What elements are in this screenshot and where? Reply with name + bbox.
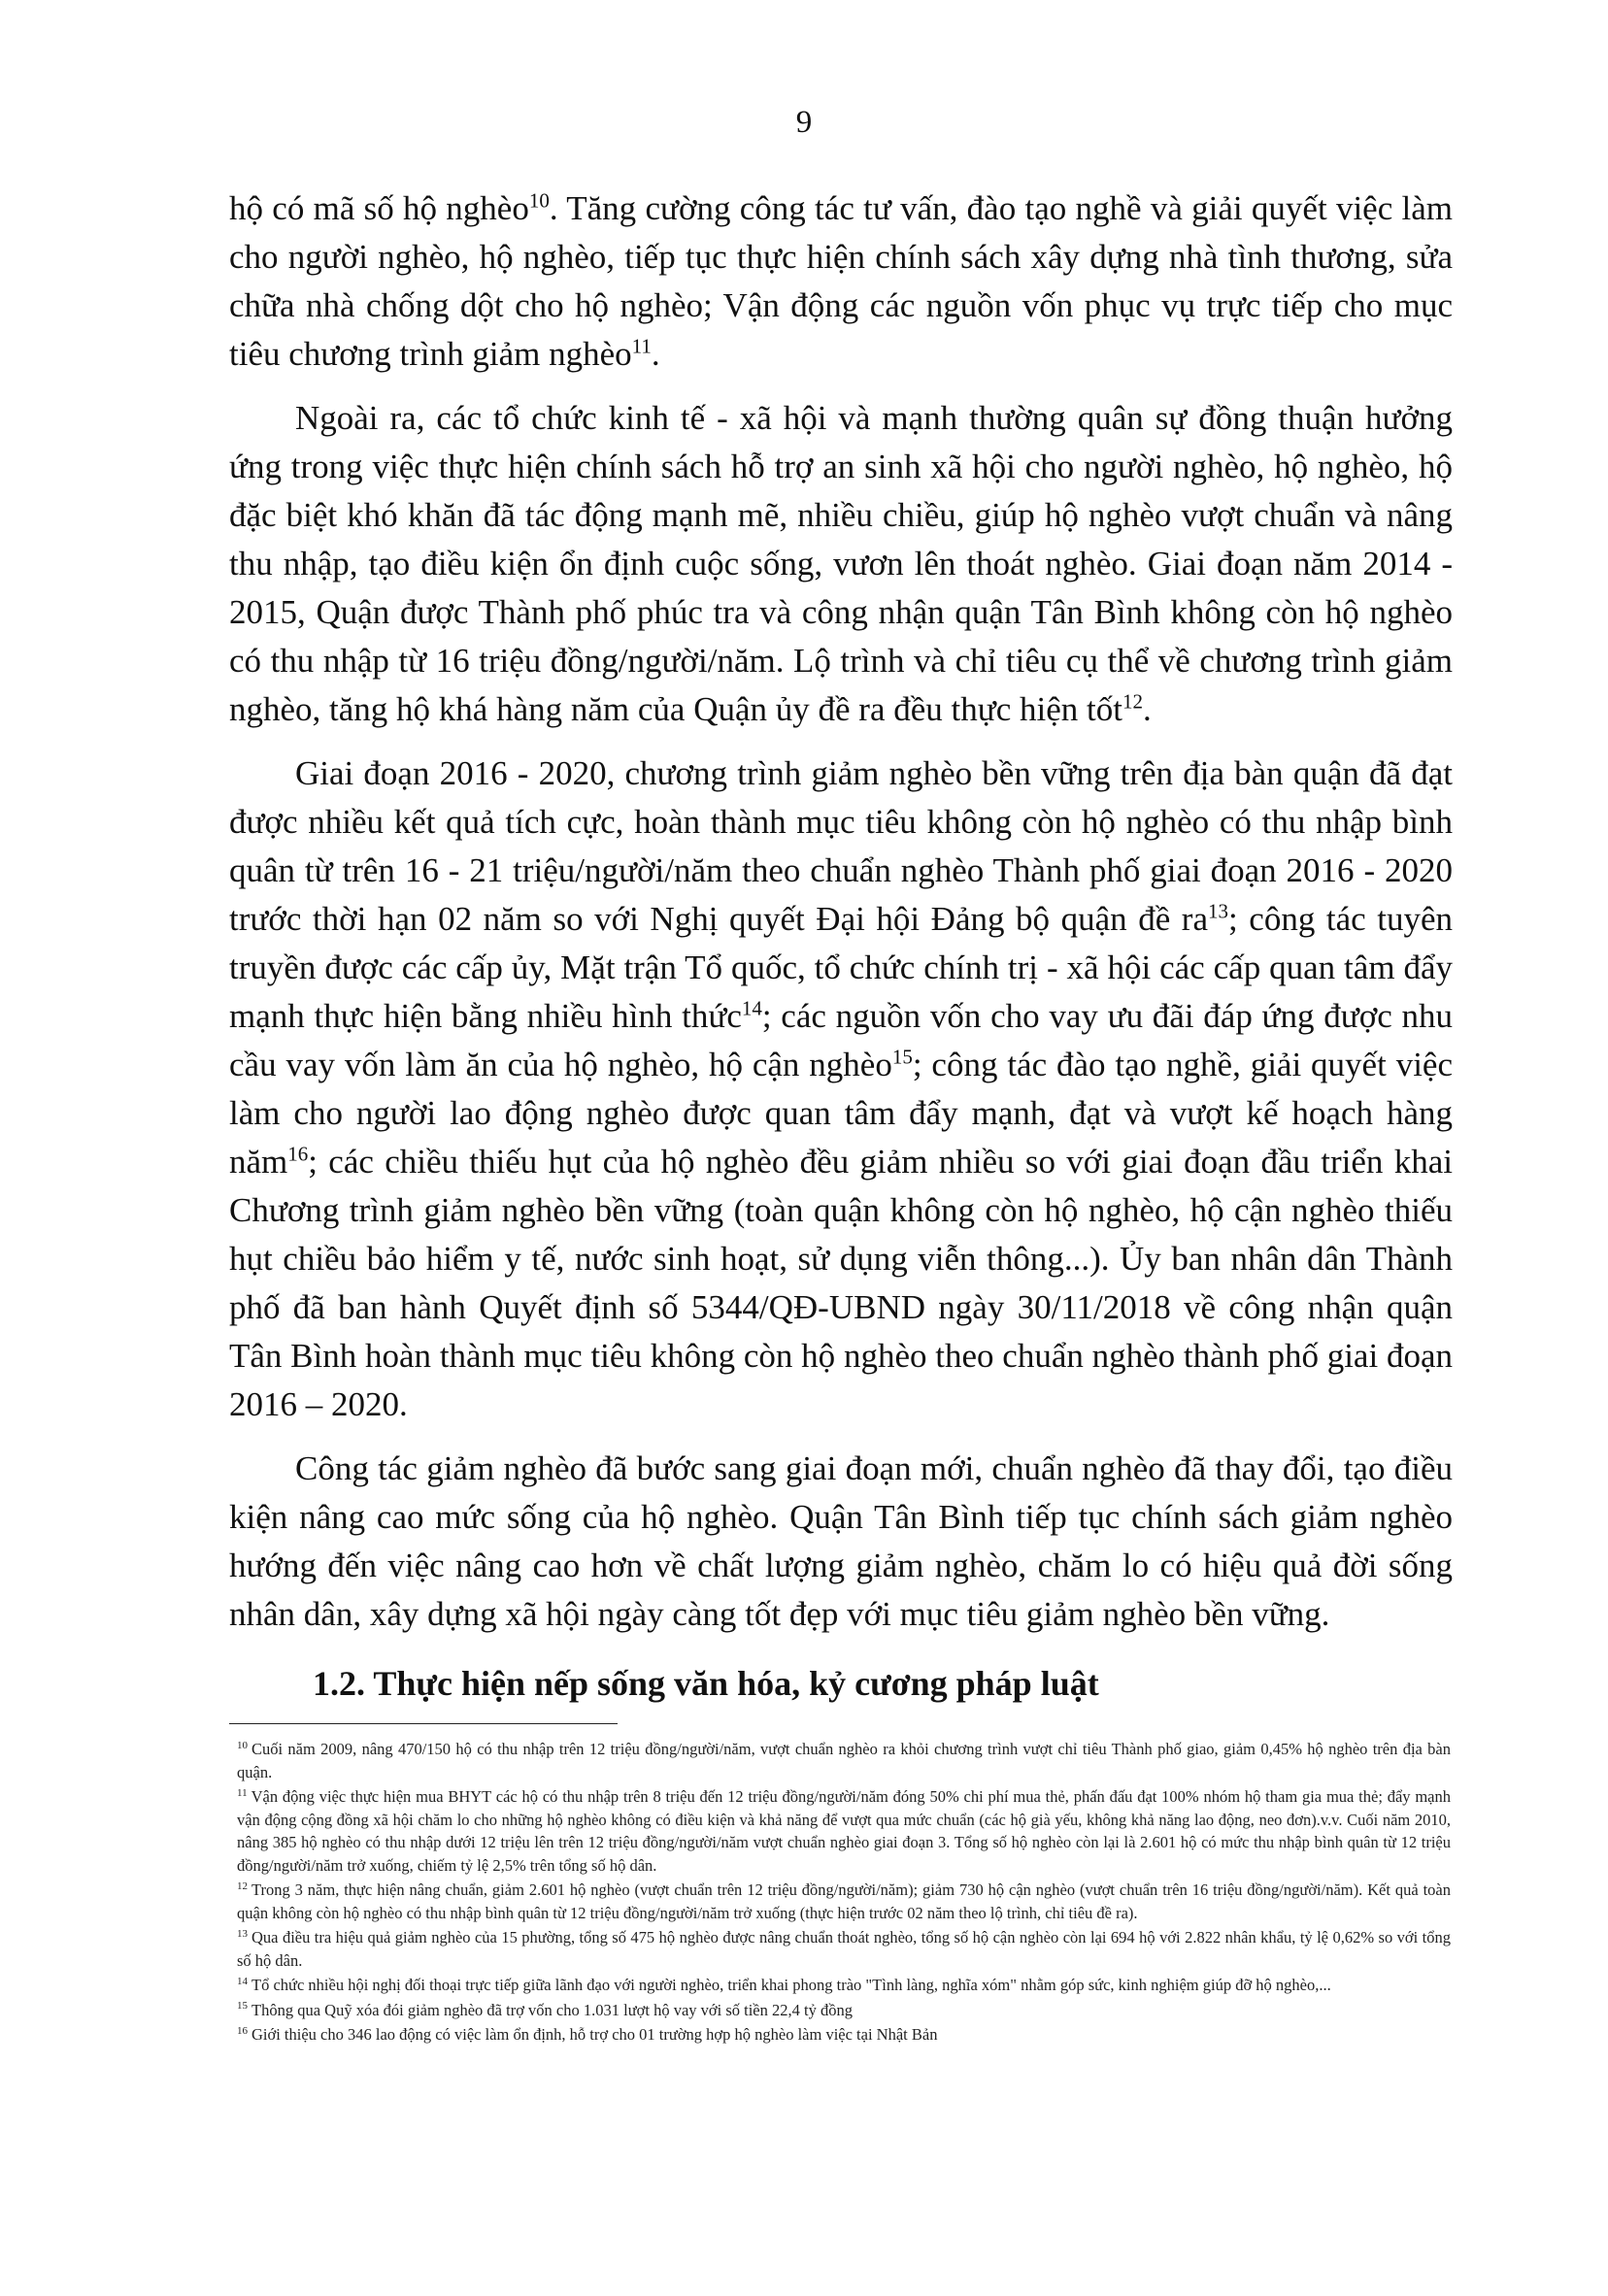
footnote [237, 1974, 1451, 1997]
paragraph [229, 184, 1453, 379]
paragraph-text: ; các nguồn vốn cho vay ưu đãi đáp ứng được nhu cầu vay vốn làm ăn của hộ nghèo, hộ cận nghèo [229, 997, 1453, 1083]
footnote [237, 1879, 1451, 1924]
footnote-text: Giới thiệu cho 346 lao động có việc làm ổn định, hỗ trợ cho 01 trường hợp hộ nghèo làm việc tại Nhật Bản [251, 2025, 938, 2044]
footnote-ref: 14 [741, 996, 762, 1020]
footnote-number: 10 [237, 1739, 248, 1751]
footnote-ref: 15 [891, 1045, 913, 1069]
footnote-ref: 10 [528, 188, 550, 213]
section-heading: 1.2. Thực hiện nếp sống văn hóa, kỷ cương pháp luật [313, 1664, 1099, 1703]
paragraph-text: Công tác giảm nghèo đã bước sang giai đoạn mới, chuẩn nghèo đã thay đổi, tạo điều kiện nâng cao mức sống của hộ nghèo. Quận Tân Bình tiếp tục chính sách giảm nghèo hướng đến việc nâng cao hơn về chất lượng giảm nghèo, chăm lo có hiệu quả đời sống nhân dân, xây dựng xã hội ngày càng tốt đẹp với mục tiêu giảm nghèo bền vững. [229, 1449, 1453, 1633]
footnote-text: Qua điều tra hiệu quả giảm nghèo của 15 phường, tổng số 475 hộ nghèo được nâng chuẩn thoát nghèo, tổng số hộ cận nghèo còn lại 694 hộ với 2.822 nhân khẩu, tỷ lệ 0,62% so với tổng số hộ dân. [237, 1928, 1451, 1970]
footnote-ref: 12 [1122, 689, 1143, 714]
body-text [229, 184, 1453, 1713]
footnote-text: Cuối năm 2009, nâng 470/150 hộ có thu nhập trên 12 triệu đồng/người/năm, vượt chuẩn nghèo ra khỏi chương trình vượt chỉ tiêu Thành phố giao, giảm 0,45% hộ nghèo trên địa bàn quận. [237, 1740, 1451, 1781]
footnote-ref: 16 [287, 1142, 309, 1166]
paragraph-text: . Tăng cường công tác tư vấn, đào tạo nghề và giải quyết việc làm cho người nghèo, hộ nghèo, tiếp tục thực hiện chính sách xây dựng nhà tình thương, sửa chữa nhà chống dột cho hộ nghèo; Vận động các nguồn vốn phục vụ trực tiếp cho mục tiêu chương trình giảm nghèo [229, 189, 1454, 373]
paragraph [229, 749, 1453, 1429]
paragraph-text: ; công tác đào tạo nghề, giải quyết việc làm cho người lao động nghèo được quan tâm đẩy mạnh, đạt và vượt kế hoạch hàng năm [229, 1046, 1453, 1181]
footnote [237, 1738, 1451, 1783]
footnote-ref: 11 [631, 334, 652, 358]
footnote-text: Trong 3 năm, thực hiện nâng chuẩn, giảm 2.601 hộ nghèo (vượt chuẩn trên 12 triệu đồng/người/năm); giảm 730 hộ cận nghèo (vượt chuẩn trên 16 triệu đồng/người/năm). Kết quả toàn quận không còn hộ nghèo có thu nhập bình quân từ 12 triệu đồng/người/năm trở xuống (thực hiện trước 02 năm theo lộ trình, chỉ tiêu đề ra). [237, 1880, 1451, 1922]
paragraph-text: Giai đoạn 2016 - 2020, chương trình giảm nghèo bền vững trên địa bàn quận đã đạt được nhiều kết quả tích cực, hoàn thành mục tiêu không còn hộ nghèo có thu nhập bình quân từ trên 16 - 21 triệu/người/năm theo chuẩn nghèo Thành phố giai đoạn 2016 - 2020 trước thời hạn 02 năm so với Nghị quyết Đại hội Đảng bộ quận đề ra [229, 754, 1453, 938]
footnote-number: 16 [237, 2024, 248, 2037]
page-number: 9 [795, 105, 813, 140]
paragraph-text: hộ có mã số hộ nghèo [229, 189, 529, 227]
footnote-number: 14 [237, 1975, 248, 1987]
footnote-text: Thông qua Quỹ xóa đói giảm nghèo đã trợ vốn cho 1.031 lượt hộ vay với số tiền 22,4 tỷ đồng [251, 2000, 853, 2019]
paragraph-text: Ngoài ra, các tổ chức kinh tế - xã hội và mạnh thường quân sự đồng thuận hưởng ứng trong việc thực hiện chính sách hỗ trợ an sinh xã hội cho người nghèo, hộ nghèo, hộ đặc biệt khó khăn đã tác động mạnh mẽ, nhiều chiều, giúp hộ nghèo vượt chuẩn và nâng thu nhập, tạo điều kiện ổn định cuộc sống, vươn lên thoát nghèo. Giai đoạn năm 2014 - 2015, Quận được Thành phố phúc tra và công nhận quận Tân Bình không còn hộ nghèo có thu nhập từ 16 triệu đồng/người/năm. Lộ trình và chỉ tiêu cụ thể về chương trình giảm nghèo, tăng hộ khá hàng năm của Quận ủy đề ra đều thực hiện tốt [229, 399, 1453, 728]
footnote [237, 2023, 1451, 2046]
paragraph-text: ; công tác tuyên truyền được các cấp ủy, Mặt trận Tổ quốc, tổ chức chính trị - xã hội các cấp quan tâm đẩy mạnh thực hiện bằng nhiều hình thức [229, 900, 1453, 1035]
footnote-number: 15 [237, 2000, 248, 2012]
footnotes [237, 1738, 1451, 2048]
footnote-number: 13 [237, 1927, 248, 1940]
footnote-text: Vận động việc thực hiện mua BHYT các hộ có thu nhập trên 8 triệu đến 12 triệu đồng/người/năm đóng 50% chi phí mua thẻ, phấn đấu đạt 100% nhóm hộ tham gia mua thẻ; đẩy mạnh vận động cộng đồng xã hội chăm lo cho những hộ nghèo không có điều kiện và khả năng để vượt qua mức chuẩn (các hộ già yếu, không khả năng lao động, neo đơn).v.v. Cuối năm 2010, nâng 385 hộ nghèo có thu nhập dưới 12 triệu lên trên 12 triệu đồng/người/năm vượt chuẩn nghèo giai đoạn 3. Tổng số hộ nghèo còn lại là 2.601 hộ có mức thu nhập bình quân từ 12 triệu đồng/người/năm trở xuống, chiếm tỷ lệ 2,5% trên tổng số hộ dân. [237, 1787, 1451, 1875]
footnote [237, 1999, 1451, 2022]
paragraph [229, 1445, 1453, 1639]
paragraph-text: . [651, 335, 660, 373]
footnote-text: Tổ chức nhiều hội nghị đối thoại trực tiếp giữa lãnh đạo với người nghèo, triển khai phong trào "Tình làng, nghĩa xóm" nhằm góp sức, kinh nghiệm giúp đỡ hộ nghèo,... [251, 1976, 1331, 1994]
footnote [237, 1785, 1451, 1877]
paragraph-text: . [1142, 690, 1152, 728]
footnote-number: 12 [237, 1880, 248, 1892]
paragraph-text: ; các chiều thiếu hụt của hộ nghèo đều giảm nhiều so với giai đoạn đầu triển khai Chương trình giảm nghèo bền vững (toàn quận không còn hộ nghèo, hộ cận nghèo thiếu hụt chiều bảo hiểm y tế, nước sinh hoạt, sử dụng viễn thông...). Ủy ban nhân dân Thành phố đã ban hành Quyết định số 5344/QĐ-UBND ngày 30/11/2018 về công nhận quận Tân Bình hoàn thành mục tiêu không còn hộ nghèo theo chuẩn nghèo thành phố giai đoạn 2016 – 2020. [229, 1143, 1453, 1423]
paragraph [229, 394, 1453, 734]
footnote-number: 11 [237, 1786, 248, 1799]
footnote-divider [229, 1723, 618, 1724]
footnote-ref: 13 [1208, 899, 1228, 923]
footnote [237, 1926, 1451, 1972]
